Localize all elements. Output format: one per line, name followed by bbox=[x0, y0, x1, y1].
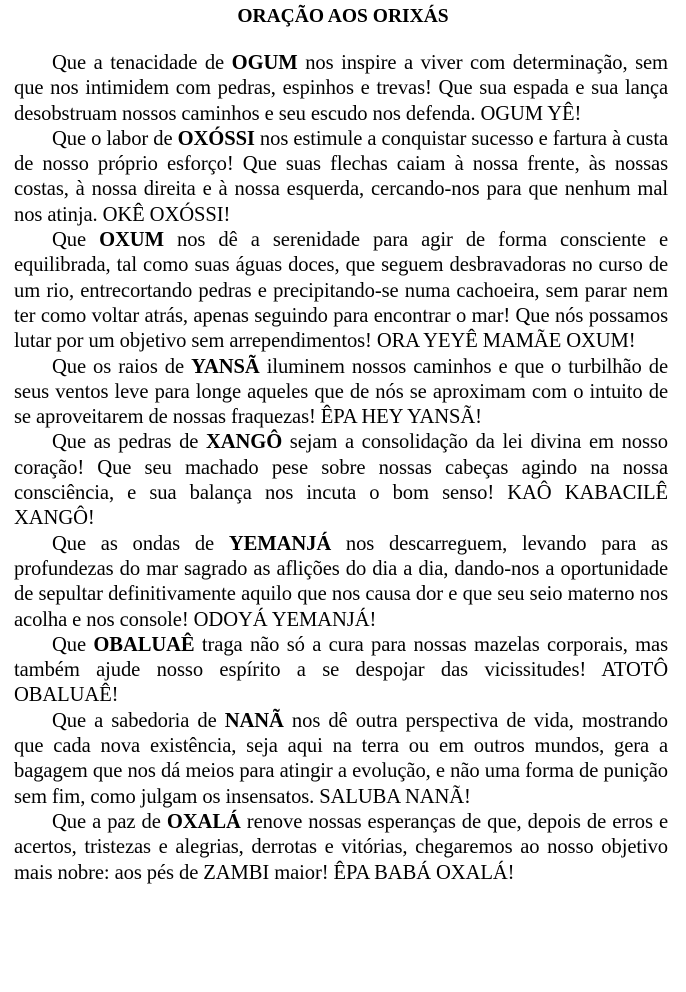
prayer-paragraph-oxum bbox=[14, 228, 668, 354]
paragraph-text: nos dê a serenidade para agir de forma consciente e equilibrada, tal como suas águas doces, que seguem desbravadoras no curso de um rio, entrecortando pedras e precipitando-se numa cachoeira, sem parar nem ter como voltar atrás, apenas seguindo para encontrar o mar! Que nós possamos lutar por um objetivo sem arrependimentos! ORA YEYÊ MAMÃE OXUM! bbox=[14, 229, 668, 353]
paragraph-lead: Que bbox=[52, 229, 100, 252]
orixa-name: OGUM bbox=[231, 52, 298, 74]
paragraph-text: nos dê outra perspectiva de vida, mostrando que cada nova existência, seja aqui na terra ou em outros mundos, gera a bagagem que nos dá meios para atingir a evolução, e não uma forma de punição sem fim, como julgam os insensatos. SALUBA NANÃ! bbox=[14, 709, 668, 808]
prayer-paragraph-nana bbox=[14, 709, 668, 810]
paragraph-text: traga não só a cura para nossas mazelas corporais, mas também ajude nosso espírito a se despojar das vicissitudes! ATOTÔ OBALUAÊ! bbox=[14, 633, 668, 707]
orixa-name: YANSÃ bbox=[191, 355, 260, 378]
orixa-name: YEMANJÁ bbox=[228, 532, 332, 555]
paragraph-text: nos descarreguem, levando para as profundezas do mar sagrado as aflições do dia a dia, dando-nos a oportunidade de sepultar definitivamente aquilo que nos causa dor e que seu seio materno nos acolha e nos console! ODOYÁ YEMANJÁ! bbox=[14, 532, 668, 631]
prayer-paragraph-oxala bbox=[14, 810, 668, 886]
prayer-body bbox=[14, 51, 668, 886]
paragraph-lead: Que os raios de bbox=[52, 355, 192, 378]
paragraph-text: nos inspire a viver com determinação, sem que nos intimidem com pedras, espinhos e trevas! Que sua espada e sua lança desobstruam nossos caminhos e seu escudo nos defenda. OGUM YÊ! bbox=[14, 52, 668, 125]
paragraph-text: iluminem nossos caminhos e que o turbilhão de seus ventos leve para longe aqueles que de nós se aproximam com o intuito de se aproveitarem de nossas fraquezas! ÊPA HEY YANSÃ! bbox=[14, 355, 668, 429]
prayer-paragraph-yansa bbox=[14, 355, 668, 431]
paragraph-lead: Que o labor de bbox=[52, 127, 178, 150]
page-title: ORAÇÃO AOS ORIXÁS bbox=[237, 6, 449, 27]
paragraph-lead: Que as pedras de bbox=[52, 431, 206, 454]
paragraph-lead: Que bbox=[52, 633, 94, 656]
prayer-paragraph-ogum bbox=[14, 51, 668, 127]
paragraph-lead: Que a tenacidade de bbox=[52, 52, 232, 74]
orixa-name: NANÃ bbox=[224, 709, 284, 732]
paragraph-text: renove nossas esperanças de que, depois de erros e acertos, tristezas e alegrias, derrotas e vitórias, chegaremos ao nosso objetivo mais nobre: aos pés de ZAMBI maior! ÊPA BABÁ OXALÁ! bbox=[14, 810, 668, 884]
orixa-name: OXALÁ bbox=[166, 810, 241, 833]
orixa-name: XANGÔ bbox=[205, 431, 283, 454]
paragraph-text: nos estimule a conquistar sucesso e fartura à custa de nosso próprio esforço! Que suas flechas caiam à nossa frente, às nossas costas, à nossa direita e à nossa esquerda, cercando-nos para que nenhum mal nos atinja. OKÊ OXÓSSI! bbox=[14, 127, 668, 226]
prayer-paragraph-yemanja bbox=[14, 532, 668, 633]
orixa-name: OXÓSSI bbox=[177, 127, 255, 150]
paragraph-lead: Que as ondas de bbox=[52, 532, 229, 555]
prayer-paragraph-obaluae bbox=[14, 633, 668, 709]
prayer-paragraph-xango bbox=[14, 430, 668, 531]
paragraph-lead: Que a paz de bbox=[52, 810, 167, 833]
orixa-name: OXUM bbox=[99, 229, 164, 252]
paragraph-text: sejam a consolidação da lei divina em nosso coração! Que seu machado pese sobre nossas cabeças agindo na nossa consciência, e sua balança nos incuta o bom senso! KAÔ KABACILÊ XANGÔ! bbox=[14, 431, 668, 530]
paragraph-lead: Que a sabedoria de bbox=[52, 709, 225, 732]
orixa-name: OBALUAÊ bbox=[93, 633, 195, 656]
prayer-paragraph-oxossi bbox=[14, 127, 668, 228]
